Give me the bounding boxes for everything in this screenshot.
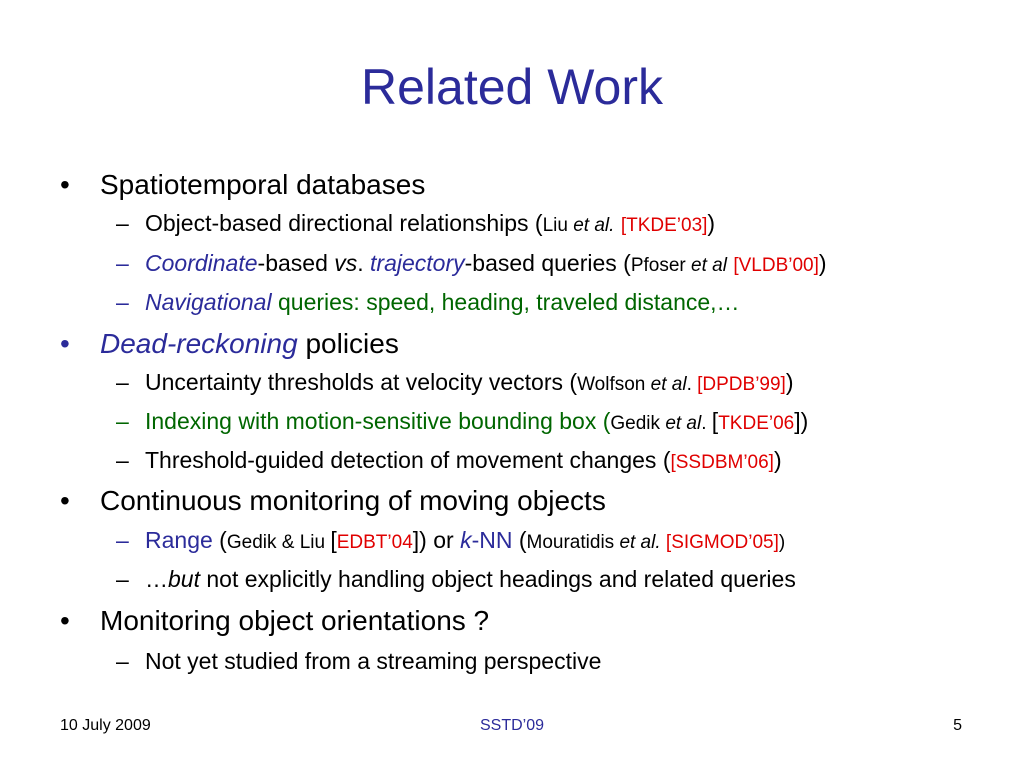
footer-conference: SSTD’09: [479, 717, 545, 734]
open-paren: (: [512, 527, 527, 553]
sub-text: Indexing with motion-sensitive bounding box (: [145, 408, 611, 434]
close-paren: ): [800, 408, 809, 434]
bullet-text: Continuous monitoring of moving objects: [100, 485, 606, 516]
sub-navigational: [145, 291, 740, 314]
author: Gedik & Liu: [226, 532, 331, 553]
bullet-text: Monitoring object orientations ?: [100, 605, 490, 636]
author: Wolfson: [577, 374, 651, 395]
et-al: et al: [650, 374, 687, 395]
author: Mouratidis: [526, 532, 620, 553]
sub-threshold-guided: [145, 449, 782, 472]
bullet-icon: •: [60, 328, 70, 359]
reference: [VLDB’00]: [733, 255, 819, 276]
sub-text: not explicitly handling object headings and related queries: [199, 566, 796, 592]
open-paren: (: [212, 527, 227, 553]
navigational-term: Navigational: [145, 289, 272, 315]
sub-text: queries: speed, heading, traveled distance,…: [271, 289, 740, 315]
sub-object-based: [145, 212, 715, 235]
et-al: et al.: [573, 215, 615, 236]
bullet-dead-reckoning: [100, 330, 399, 358]
vs-term: vs: [334, 250, 358, 276]
dash-icon: –: [116, 648, 129, 674]
ref-bracket: ]: [794, 408, 801, 434]
bullet-text: Spatiotemporal databases: [100, 169, 426, 200]
sub-uncertainty: [145, 371, 794, 394]
close-paren: ): [707, 210, 716, 236]
reference: [TKDE’03]: [620, 215, 708, 236]
sub-indexing: [145, 410, 808, 433]
dot: .: [686, 374, 698, 395]
dash-icon: –: [116, 447, 129, 473]
dash-icon: –: [116, 408, 129, 434]
sub-text: -based queries (: [464, 250, 631, 276]
bullet-icon: •: [60, 485, 70, 516]
trajectory-term: trajectory: [370, 250, 465, 276]
k-term: k: [460, 527, 472, 553]
sub-text: Not yet studied from a streaming perspective: [145, 648, 602, 674]
author: Gedik: [610, 413, 666, 434]
sub-text: Threshold-guided detection of movement changes (: [145, 447, 671, 473]
reference: [DPDB’99]: [697, 374, 786, 395]
dot: .: [701, 413, 712, 434]
but-term: but: [168, 566, 200, 592]
sub-text: .: [357, 250, 371, 276]
close-paren: ): [818, 250, 827, 276]
sub-text: -based: [257, 250, 335, 276]
knn-term: -NN: [471, 527, 513, 553]
close-paren: ): [419, 527, 427, 553]
reference: TKDE’06: [718, 413, 795, 434]
reference: EDBT’04: [336, 532, 413, 553]
coordinate-term: Coordinate: [145, 250, 258, 276]
bullet-continuous-monitoring: [100, 487, 606, 515]
et-al: et al: [691, 255, 727, 276]
ref-bracket: [: [330, 527, 337, 553]
dash-icon: –: [116, 210, 129, 236]
bullet-text: policies: [297, 328, 399, 359]
ref-bracket: [: [711, 408, 719, 434]
sub-coordinate-trajectory: [145, 252, 827, 275]
dash-icon: –: [116, 250, 129, 276]
footer-date: 10 July 2009: [60, 717, 151, 734]
bullet-icon: •: [60, 169, 70, 200]
dead-reckoning-term: Dead-reckoning: [100, 328, 298, 359]
range-term: Range: [145, 527, 213, 553]
author: Liu: [542, 215, 574, 236]
ellipsis: …: [145, 566, 168, 592]
bullet-spatiotemporal: [100, 171, 425, 199]
sub-text: Uncertainty thresholds at velocity vectors (: [145, 369, 578, 395]
et-al: et al: [665, 413, 702, 434]
dash-icon: –: [116, 289, 129, 315]
reference: [SSDBM’06]: [670, 452, 774, 473]
sub-range-knn: [145, 529, 785, 552]
sub-but-not: [145, 568, 796, 591]
dash-icon: –: [116, 566, 129, 592]
close-paren: ): [785, 369, 794, 395]
close-paren: ): [773, 447, 782, 473]
bullet-monitoring-orientations: [100, 607, 489, 635]
ref-bracket: ]: [412, 527, 420, 553]
dash-icon: –: [116, 369, 129, 395]
page-title: Related Work: [361, 59, 663, 115]
sub-not-yet-studied: [145, 650, 601, 673]
or-text: or: [426, 527, 461, 553]
author: Pfoser: [630, 255, 692, 276]
et-al: et al.: [619, 532, 661, 553]
close-paren: ): [778, 532, 786, 553]
bullet-icon: •: [60, 605, 70, 636]
dash-icon: –: [116, 527, 129, 553]
page-number: 5: [953, 717, 962, 734]
sub-text: Object-based directional relationships (: [145, 210, 543, 236]
reference: [SIGMOD’05]: [660, 532, 779, 553]
